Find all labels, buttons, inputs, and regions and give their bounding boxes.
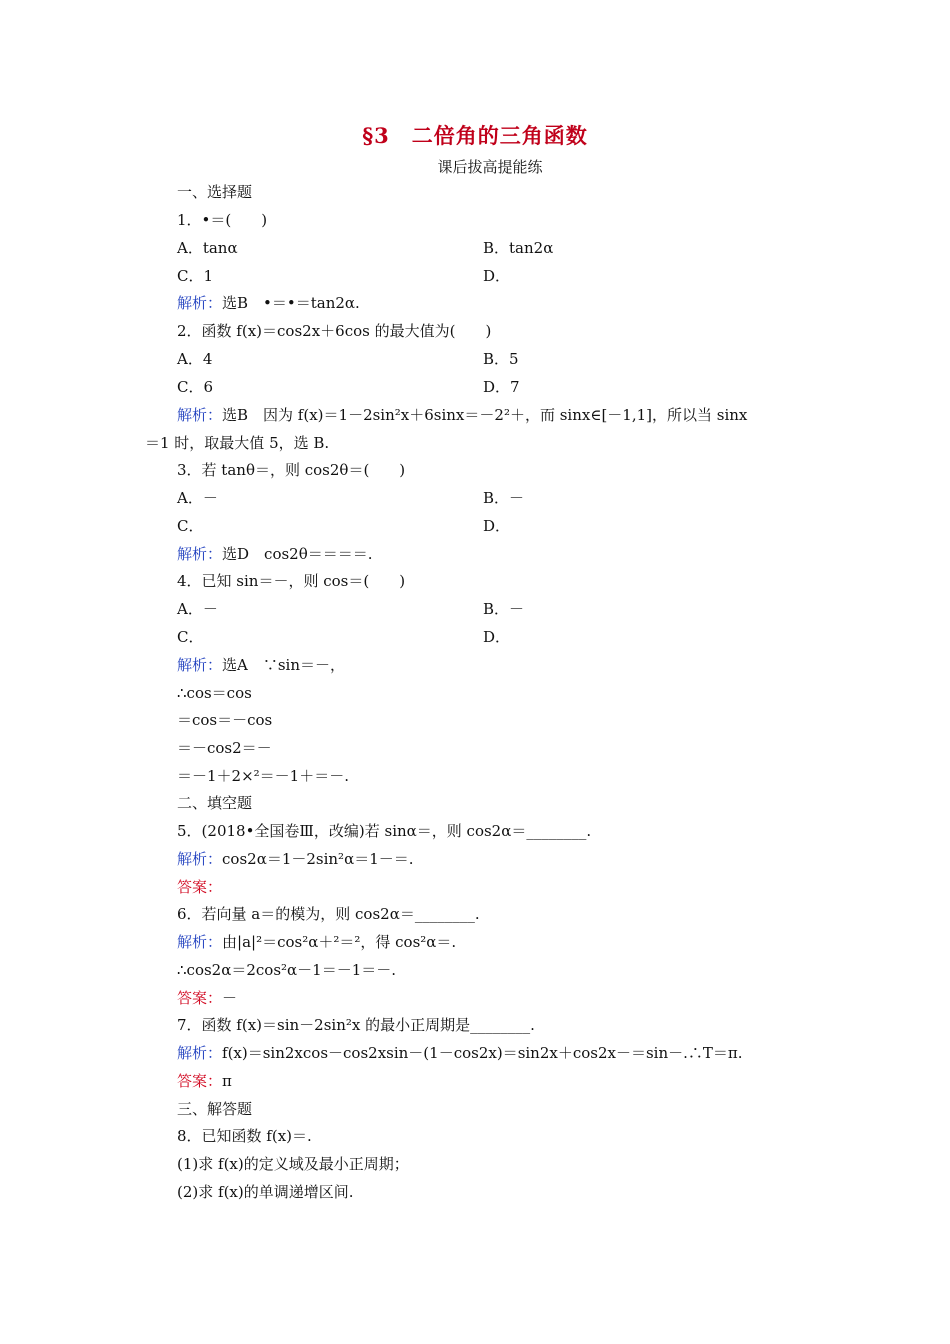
page-title: §3 二倍角的三角函数 — [362, 123, 588, 148]
option-a: A．4 — [177, 350, 213, 368]
option-d: D． — [483, 628, 511, 646]
solution-4-step: ＝－1＋2×²＝－1＋＝－. — [177, 767, 349, 785]
solution-text: 选D cos2θ＝＝＝＝. — [222, 545, 373, 563]
solution-label: 解析： — [177, 1044, 223, 1062]
solution-label: 解析： — [177, 406, 223, 424]
solution-text: f(x)＝sin2xcos－cos2xsin－(1－cos2x)＝sin2x＋cos2x－＝sin－.∴T＝π. — [222, 1044, 743, 1062]
solution-text: 选B 因为 f(x)＝1－2sin²x＋6sinx＝－2²＋，而 sinx∈[－1,1]，所以当 sinx — [222, 406, 748, 424]
solution-2 — [177, 405, 747, 425]
solution-text: 选A ∵sin＝－， — [222, 656, 346, 674]
solution-text: 由|a|²＝cos²α＋²＝²，得 cos²α＝. — [222, 933, 457, 951]
solution-3 — [177, 544, 373, 564]
page-subtitle: 课后拔高提能练 — [437, 158, 543, 176]
answer-label: 答案： — [177, 989, 223, 1007]
question-1: 1．•＝( ) — [177, 211, 268, 229]
solution-6 — [177, 932, 456, 952]
question-4: 4．已知 sin＝－，则 cos＝( ) — [177, 572, 406, 590]
option-d: D． — [483, 517, 511, 535]
solution-label: 解析： — [177, 850, 223, 868]
answer-6 — [177, 988, 237, 1008]
option-d: D．7 — [483, 378, 520, 396]
option-b: B．tan2α — [483, 239, 554, 257]
question-5: 5．(2018•全国卷Ⅲ，改编)若 sinα＝，则 cos2α＝________. — [177, 822, 592, 840]
solution-4 — [177, 655, 345, 675]
solution-label: 解析： — [177, 294, 223, 312]
option-c: C． — [177, 517, 204, 535]
question-6: 6．若向量 a＝的模为，则 cos2α＝________. — [177, 905, 480, 923]
solution-label: 解析： — [177, 933, 223, 951]
option-c: C．6 — [177, 378, 214, 396]
option-b: B．－ — [483, 489, 525, 507]
section-heading: 三、解答题 — [177, 1100, 253, 1118]
option-b: B．5 — [483, 350, 519, 368]
section-heading: 二、填空题 — [177, 794, 253, 812]
answer-value: π — [222, 1072, 232, 1090]
solution-4-step: ＝cos＝－cos — [177, 711, 273, 729]
option-d: D． — [483, 267, 511, 285]
question-2: 2．函数 f(x)＝cos2x＋6cos 的最大值为( ) — [177, 322, 492, 340]
section-heading: 一、选择题 — [177, 183, 253, 201]
solution-7 — [177, 1043, 743, 1063]
option-a: A．tanα — [177, 239, 238, 257]
option-c: C．1 — [177, 267, 214, 285]
solution-6-step: ∴cos2α＝2cos²α－1＝－1＝－. — [177, 961, 397, 979]
answer-7 — [177, 1071, 232, 1091]
question-7: 7．函数 f(x)＝sin－2sin²x 的最小正周期是________. — [177, 1016, 535, 1034]
question-3: 3．若 tanθ＝，则 cos2θ＝( ) — [177, 461, 406, 479]
option-a: A．－ — [177, 600, 218, 618]
option-c: C． — [177, 628, 204, 646]
solution-text: cos2α＝1－2sin²α＝1－＝. — [222, 850, 414, 868]
answer-value: － — [222, 989, 238, 1007]
solution-text: 选B •＝•＝tan2α. — [222, 294, 360, 312]
option-b: B．－ — [483, 600, 525, 618]
solution-label: 解析： — [177, 545, 223, 563]
solution-4-step: ＝－cos2＝－ — [177, 739, 272, 757]
answer-5: 答案： — [177, 878, 223, 896]
option-a: A．－ — [177, 489, 218, 507]
solution-4-step: ∴cos＝cos — [177, 684, 252, 702]
solution-2-cont: ＝1 时，取最大值 5，选 B. — [145, 434, 330, 452]
question-8-part-2: (2)求 f(x)的单调递增区间. — [177, 1183, 354, 1201]
answer-label: 答案： — [177, 1072, 223, 1090]
solution-5 — [177, 849, 414, 869]
question-8-part-1: (1)求 f(x)的定义域及最小正周期； — [177, 1155, 409, 1173]
question-8: 8．已知函数 f(x)＝. — [177, 1127, 312, 1145]
solution-label: 解析： — [177, 656, 223, 674]
solution-1 — [177, 293, 360, 313]
